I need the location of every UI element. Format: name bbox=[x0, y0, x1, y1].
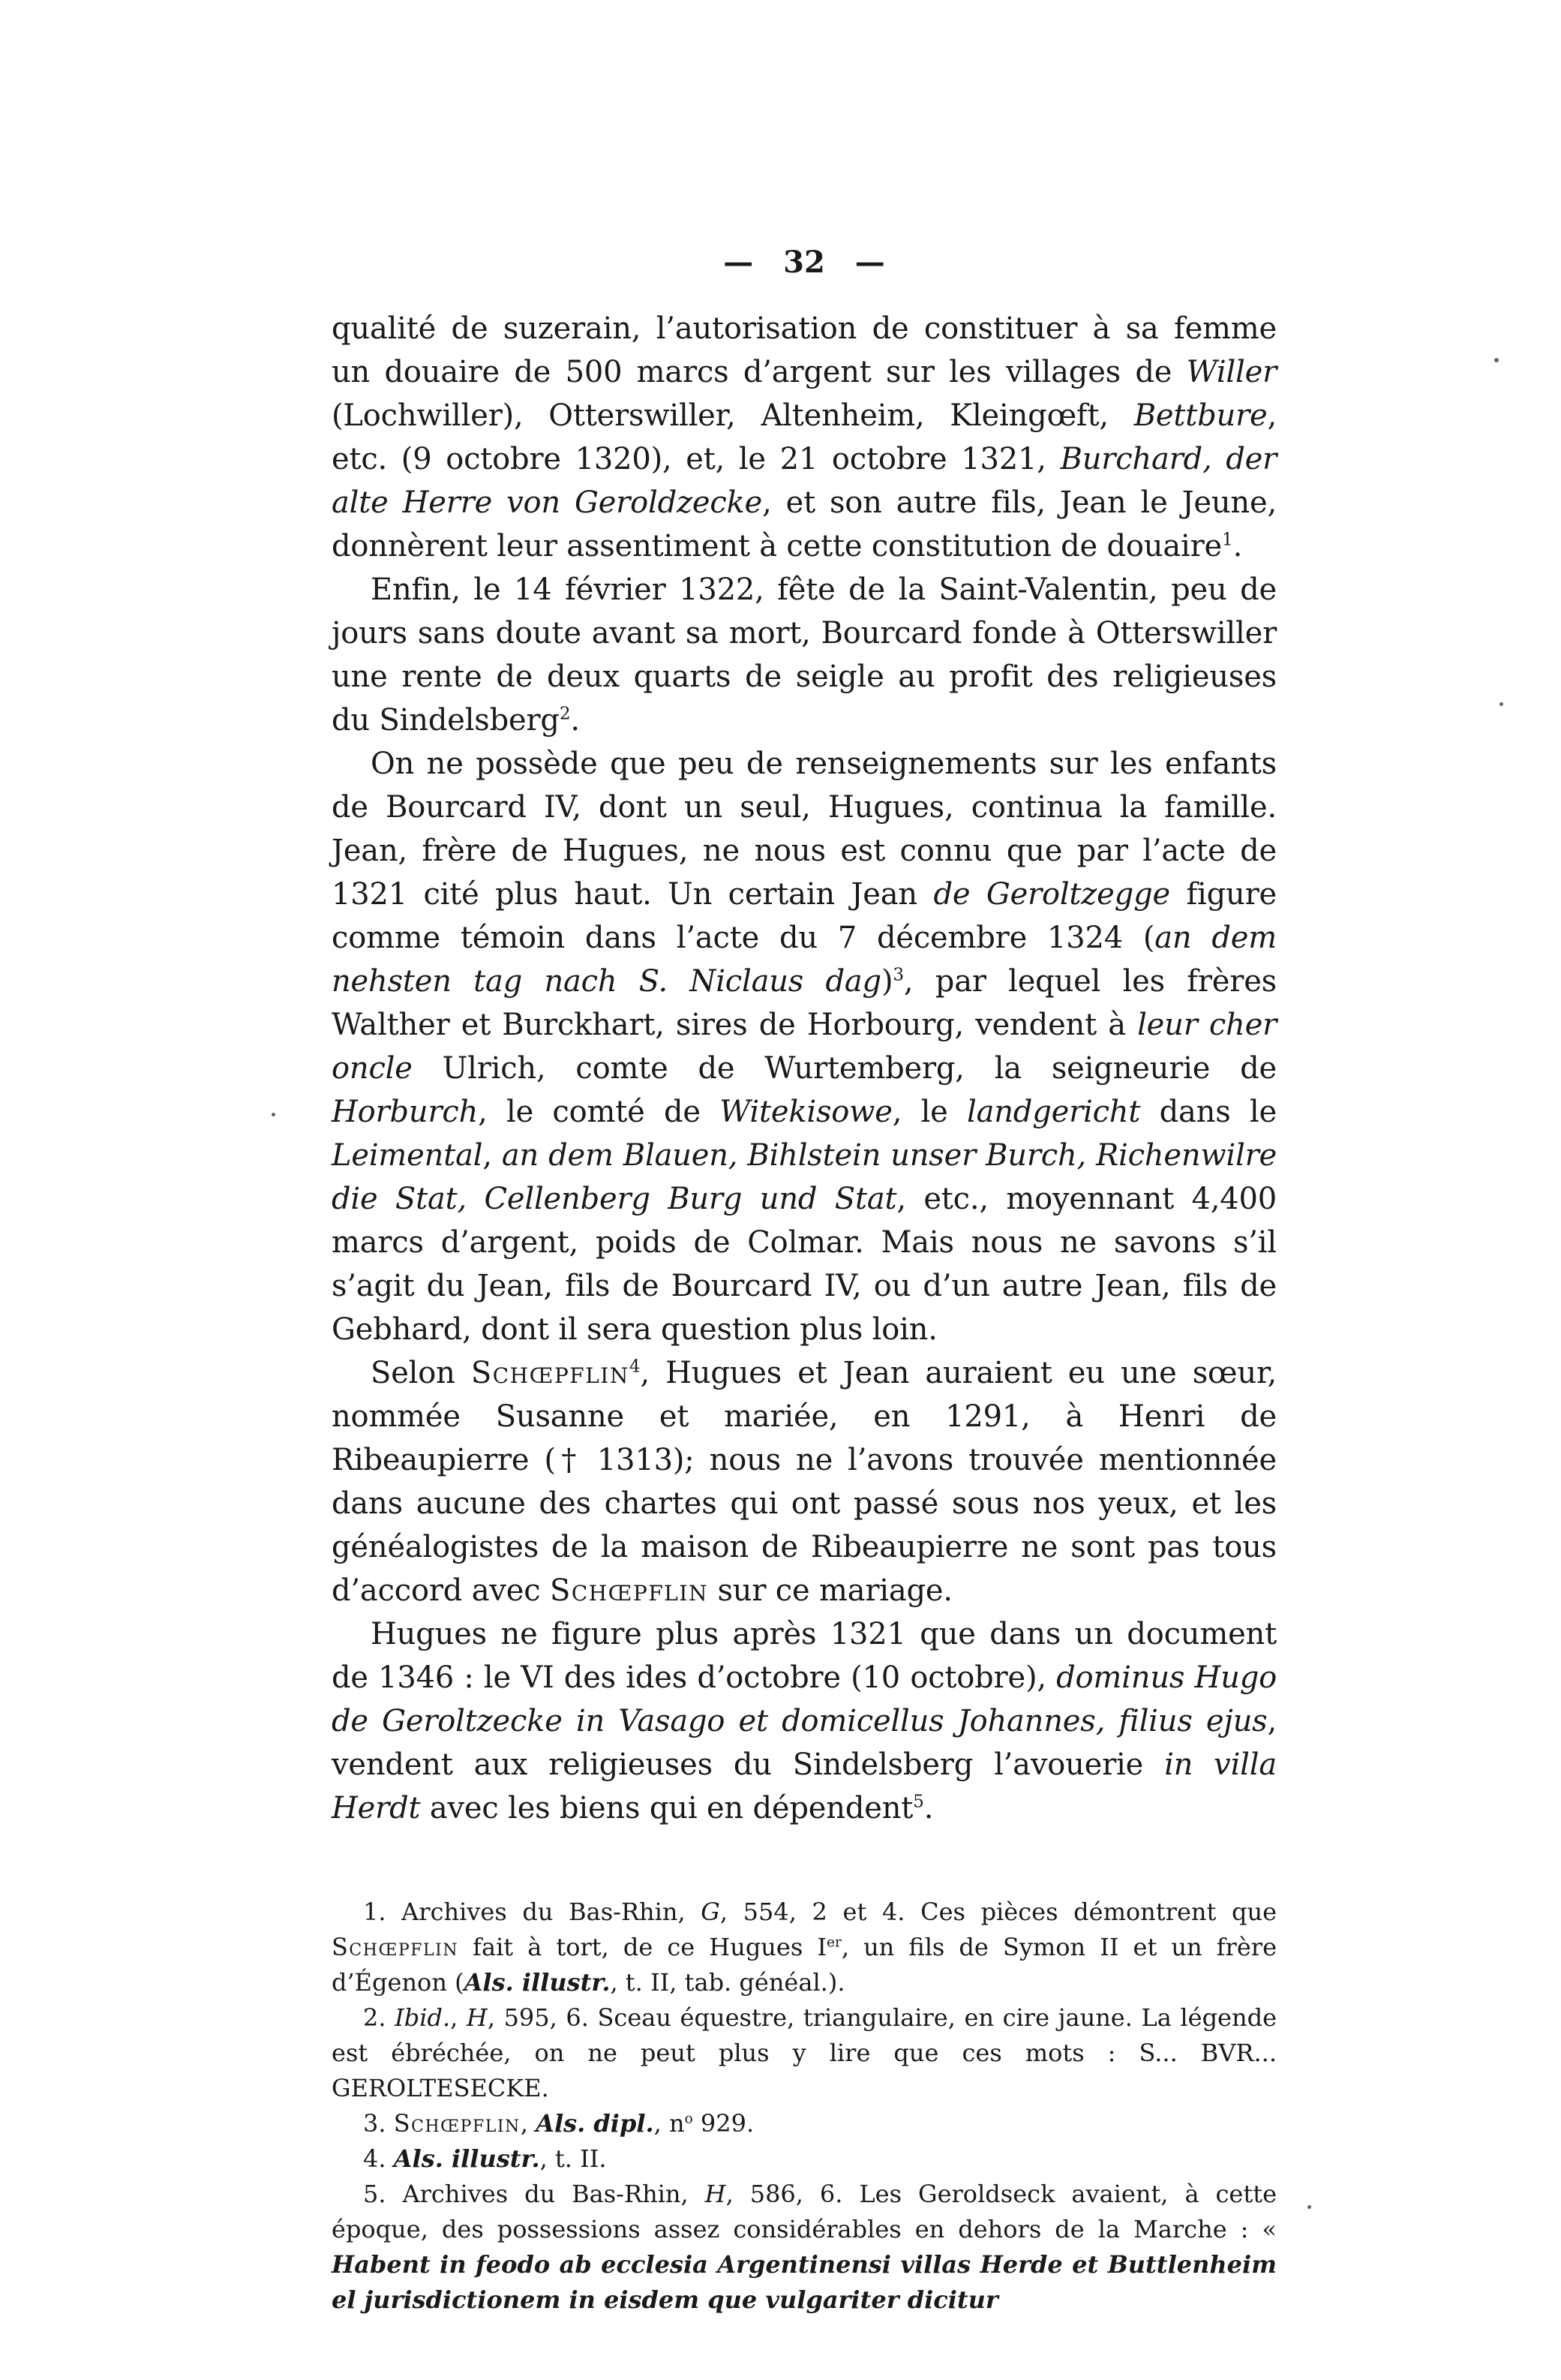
text-run: Ulrich, comte de Wurtemberg, la seigneurie de bbox=[412, 1051, 1277, 1086]
text-run: figure comme témoin dans l’acte du 7 décembre 1324 ( bbox=[332, 877, 1277, 955]
text-run: Selon bbox=[371, 1356, 471, 1390]
text-run: dans le bbox=[1140, 1095, 1277, 1129]
text-run-bi: Als. illustr. bbox=[464, 1968, 611, 1997]
text-run-sup: 2 bbox=[559, 703, 571, 724]
text-run-i: Leimental bbox=[332, 1138, 483, 1173]
text-run: , etc., moyennant 4,400 marcs d’argent, poids de Colmar. Mais nous ne savons s’il s’agit du Jean, fils de Bourcard IV, ou d’un autre Jean, fils de Gebhard, dont il sera question plus loin. bbox=[332, 1182, 1277, 1347]
text-run-i: Witekisowe bbox=[719, 1095, 893, 1129]
text-run-bi: Als. dipl. bbox=[536, 2109, 654, 2138]
text-run: qualité de suzerain, l’autorisation de constituer à sa femme un douaire de 500 marcs d’argent sur les villages de bbox=[332, 311, 1277, 389]
text-run: On ne possède que peu de renseignements sur les enfants de Bourcard IV, dont un seul, Hugues, continua la famille. Jean, frère de Hugues, ne nous est connu que par l’acte de 1321 cité plus haut. Un certain Jean bbox=[332, 747, 1277, 912]
text-run: , par lequel les frères Walther et Burckhart, sires de Horbourg, vendent à bbox=[332, 964, 1277, 1042]
footnote-2 bbox=[332, 2000, 1277, 2106]
text-run: Enfin, le 14 février 1322, fête de la Saint-Valentin, peu de jours sans doute avant sa mort, Bourcard fonde à Otterswiller une rente de deux quarts de seigle au profit des religieuses du Sindelsberg bbox=[332, 572, 1277, 738]
text-run: , t. II, tab. généal.). bbox=[610, 1968, 845, 1997]
text-run: , etc. (9 octobre 1320), et, le 21 octobre 1321, bbox=[332, 398, 1277, 476]
text-run: , 554, 2 et 4. Ces pièces démontrent que bbox=[719, 1898, 1277, 1926]
text-run-sup: 1 bbox=[1222, 529, 1233, 550]
text-run: , le bbox=[892, 1095, 967, 1129]
text-run: , t. II. bbox=[539, 2144, 607, 2173]
text-run-i: Horburch bbox=[332, 1095, 479, 1129]
text-run: . bbox=[570, 703, 580, 738]
footnote-1 bbox=[332, 1895, 1277, 2000]
paragraph-1 bbox=[332, 307, 1277, 568]
text-run-bi: Habent in feodo ab ecclesia Argentinensi villas Herde et Buttlenheim el jurisdictionem in eisdem que vulgariter dicitur bbox=[332, 2250, 1277, 2314]
paragraph-4 bbox=[332, 1351, 1277, 1612]
scan-speck bbox=[1307, 2205, 1311, 2209]
footnotes bbox=[332, 1895, 1277, 2318]
text-run-i: Burchard, der alte Herre von Geroldzecke bbox=[332, 442, 1277, 520]
text-run: 4. bbox=[363, 2144, 394, 2173]
text-run: , bbox=[450, 2003, 467, 2032]
text-run: , bbox=[520, 2109, 536, 2138]
footnote-4 bbox=[332, 2141, 1277, 2177]
text-run: ) bbox=[881, 964, 893, 999]
paragraph-2 bbox=[332, 568, 1277, 742]
scan-speck bbox=[1499, 702, 1503, 706]
text-run-sc: Schœpflin bbox=[470, 1356, 629, 1390]
text-run-sup: 4 bbox=[629, 1356, 641, 1377]
text-run: 5. Archives du Bas-Rhin, bbox=[363, 2180, 705, 2208]
text-run: sur ce mariage. bbox=[707, 1573, 953, 1608]
text-run-sc: Schœpflin bbox=[549, 1573, 708, 1608]
text-run-i: leur cher oncle bbox=[332, 1008, 1277, 1086]
text-run-i: de Geroltzegge bbox=[933, 877, 1170, 912]
text-run-sup: 5 bbox=[913, 1791, 924, 1812]
text-run-sc: Schœpflin bbox=[332, 1933, 459, 1961]
text-run: , un fils de Symon II et un frère d’Égenon ( bbox=[332, 1933, 1277, 1997]
text-run-i: in villa Herdt bbox=[332, 1747, 1277, 1826]
text-run-i: landgericht bbox=[967, 1095, 1141, 1129]
text-run: , 595, 6. Sceau équestre, triangulaire, en cire jaune. La légende est ébréchée, on ne peut plus y lire que ces mots : S... BVR... GEROLTESECKE. bbox=[332, 2003, 1277, 2102]
footnote-3 bbox=[332, 2106, 1277, 2141]
text-run: 3. bbox=[363, 2109, 394, 2138]
body-text bbox=[332, 307, 1277, 1830]
text-run: 929. bbox=[692, 2109, 755, 2138]
text-run: 1. Archives du Bas-Rhin, bbox=[363, 1898, 701, 1926]
text-run: (Lochwiller), Otterswiller, Altenheim, Kleingœft, bbox=[332, 398, 1134, 433]
scan-speck bbox=[272, 1113, 275, 1116]
text-run-i: dominus Hugo de Geroltzecke in Vasago et domicellus Johannes, filius ejus bbox=[332, 1660, 1277, 1738]
paragraph-3 bbox=[332, 742, 1277, 1351]
text-run: , Hugues et Jean auraient eu une sœur, nommée Susanne et mariée, en 1291, à Henri de Ribeaupierre († 1313); nous ne l’avons trouvée mentionnée dans aucune des chartes qui ont passé sous nos yeux, et les généalogistes de la maison de Ribeaupierre ne sont pas tous d’accord avec bbox=[332, 1356, 1277, 1608]
text-run-i: H bbox=[704, 2180, 726, 2208]
text-run-sup: er bbox=[826, 1934, 842, 1951]
text-run-sup: 3 bbox=[893, 964, 904, 985]
text-run: Hugues ne figure plus après 1321 que dans un document de 1346 : le VI des ides d’octobre (10 octobre), bbox=[332, 1617, 1277, 1695]
text-run: , n bbox=[653, 2109, 685, 2138]
text-run: . bbox=[923, 1791, 934, 1826]
text-run: , le comté de bbox=[478, 1095, 720, 1129]
text-run-i: H bbox=[466, 2003, 488, 2032]
text-run-i: Willer bbox=[1186, 355, 1277, 389]
text-run: , vendent aux religieuses du Sindelsberg l’avouerie bbox=[332, 1704, 1277, 1782]
page-number: — 32 — bbox=[723, 245, 885, 280]
text-run: , 586, 6. Les Geroldseck avaient, à cette époque, des possessions assez considérables en dehors de la Marche : « bbox=[332, 2180, 1277, 2243]
text-run-i: an dem Blauen, Bihlstein unser Burch, Richenwilre die Stat, Cellenberg Burg und Stat bbox=[332, 1138, 1277, 1216]
text-run: , bbox=[482, 1138, 502, 1173]
text-run: , et son autre fils, Jean le Jeune, donnèrent leur assentiment à cette constitution de douaire bbox=[332, 485, 1277, 563]
text-run: 2. bbox=[363, 2003, 395, 2032]
text-run-bi: Als. illustr. bbox=[393, 2144, 540, 2173]
scan-speck bbox=[1494, 358, 1499, 362]
paragraph-5 bbox=[332, 1612, 1277, 1830]
footnote-5 bbox=[332, 2177, 1277, 2318]
text-run-i: Ibid. bbox=[395, 2003, 451, 2032]
text-run: . bbox=[1232, 529, 1243, 563]
text-run-i: Bettbure bbox=[1133, 398, 1268, 433]
text-run-i: G bbox=[701, 1898, 720, 1926]
text-run-sup: o bbox=[684, 2111, 693, 2127]
text-run: fait à tort, de ce Hugues I bbox=[458, 1933, 827, 1961]
text-run: avec les biens qui en dépendent bbox=[420, 1791, 914, 1826]
text-run-sc: Schœpflin bbox=[393, 2109, 521, 2138]
text-run-i: an dem nehsten tag nach S. Niclaus dag bbox=[332, 921, 1277, 999]
